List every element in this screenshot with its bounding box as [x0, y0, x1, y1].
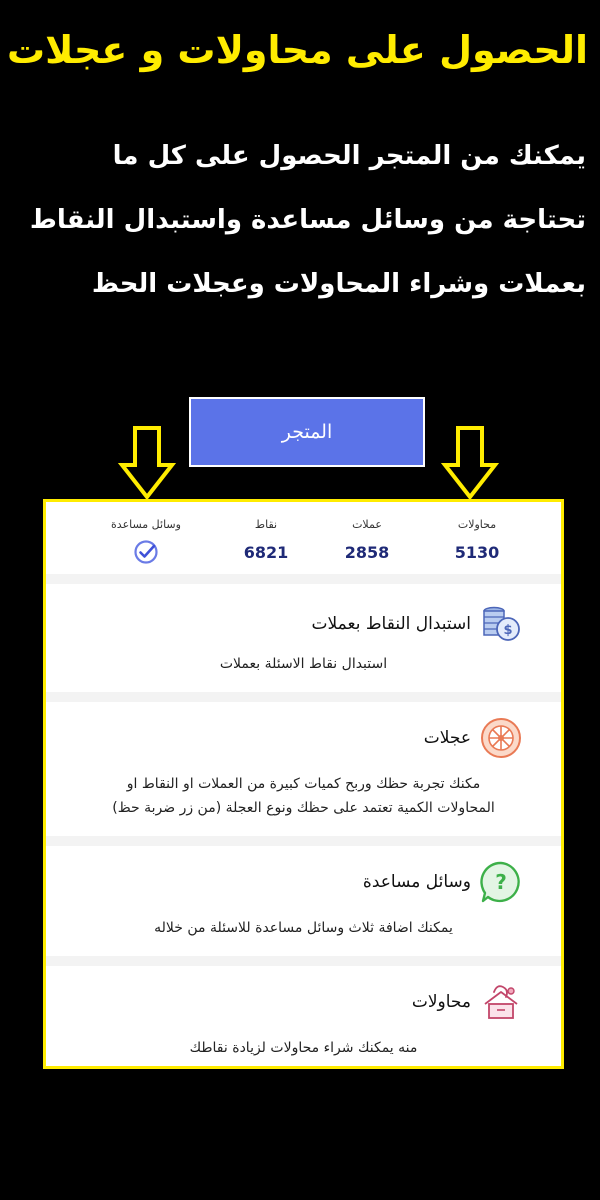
card-description: يمكنك اضافة ثلاث وسائل مساعدة للاسئلة من خلاله [154, 920, 453, 936]
card-help-aids[interactable] [46, 846, 561, 956]
intro-text [6, 124, 586, 316]
divider [46, 836, 561, 846]
stat-points [211, 518, 321, 562]
stat-label: نقاط [254, 518, 278, 531]
card-description [46, 772, 561, 820]
stats-bar [46, 502, 561, 574]
card-header [363, 860, 523, 904]
card-tries[interactable] [46, 966, 561, 1069]
card-title: محاولات [411, 992, 471, 1012]
arrow-down-icon [117, 425, 177, 501]
coins-stack-icon [479, 602, 523, 646]
question-bubble-icon [479, 860, 523, 904]
divider [46, 692, 561, 702]
stat-value: 2858 [344, 543, 390, 562]
stat-label: محاولات [457, 518, 497, 531]
card-title: استبدال النقاط بعملات [311, 614, 471, 634]
card-header [412, 980, 523, 1024]
divider [46, 956, 561, 966]
stat-value: 6821 [243, 543, 289, 562]
svg-text:?: ? [495, 870, 507, 894]
card-description: استبدال نقاط الاسئلة بعملات [219, 656, 388, 672]
card-title: عجلات [423, 728, 471, 748]
tries-icon [479, 980, 523, 1024]
stat-label: وسائل مساعدة [111, 518, 181, 531]
stat-label: عملات [352, 518, 382, 531]
svg-text:$: $ [503, 623, 513, 638]
stat-coins [312, 518, 422, 562]
store-button[interactable]: المتجر [189, 397, 425, 467]
intro-line: بعملات وشراء المحاولات وعجلات الحظ [91, 269, 586, 299]
card-description-line: المحاولات الكمية تعتمد على حظك ونوع العجلة (من زر ضربة حظ) [112, 800, 495, 816]
arrow-down-icon [440, 425, 500, 501]
wheel-icon [479, 716, 523, 760]
intro-line: تحتاجة من وسائل مساعدة واستبدال النقاط [29, 205, 586, 235]
page-title: الحصول على محاولات و عجلات [6, 28, 588, 72]
check-circle-icon [133, 539, 159, 565]
store-panel [43, 499, 564, 1069]
card-header [312, 602, 523, 646]
stat-aids[interactable] [91, 518, 201, 565]
card-description-line: مكنك تجربة حظك وربح كميات كبيرة من العملات او النقاط او [126, 776, 481, 792]
intro-line: يمكنك من المتجر الحصول على كل ما [112, 141, 586, 171]
stat-value: 5130 [454, 543, 500, 562]
card-wheels[interactable] [46, 702, 561, 836]
card-title: وسائل مساعدة [362, 872, 471, 892]
card-exchange-points[interactable] [46, 584, 561, 692]
divider [46, 574, 561, 584]
card-header [424, 716, 523, 760]
card-description: منه يمكنك شراء محاولات لزيادة نقاطك [189, 1040, 418, 1056]
stat-tries [422, 518, 532, 562]
